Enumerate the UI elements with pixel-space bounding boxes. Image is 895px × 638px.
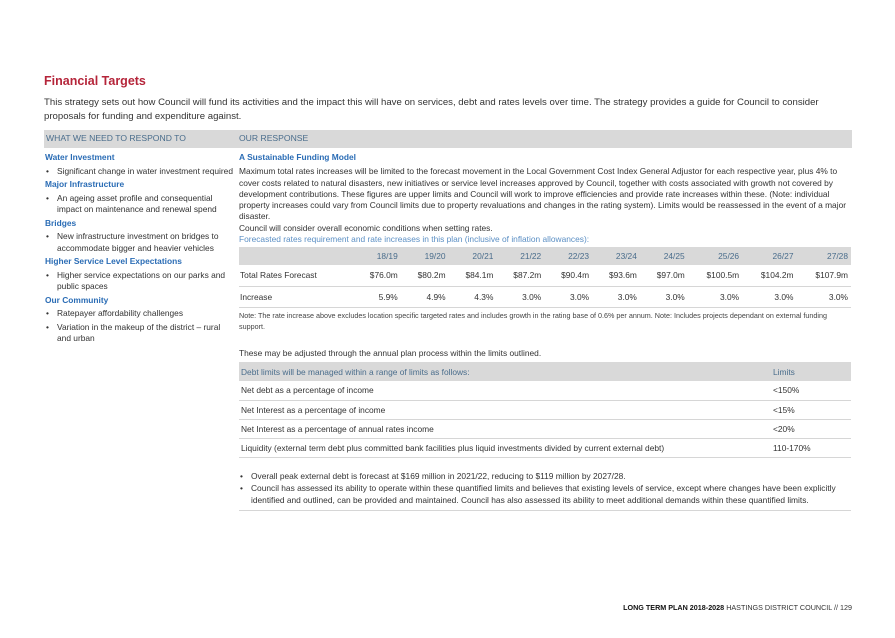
table-cell: $80.2m [401, 265, 449, 286]
section-service-levels [45, 256, 233, 293]
limit-value: 110-170% [771, 438, 851, 457]
table-cell: 3.0% [796, 286, 851, 307]
section-heading: Higher Service Level Expectations [45, 256, 182, 266]
list-item: • An ageing asset profile and consequential impact on maintenance and renewal spend [45, 193, 233, 216]
table-header-row [239, 247, 851, 265]
year-header: 19/20 [401, 247, 449, 265]
footer-plan: LONG TERM PLAN 2018-2028 [623, 603, 725, 612]
column-header-left: WHAT WE NEED TO RESPOND TO [46, 133, 186, 143]
response-column [239, 152, 851, 245]
list-item: • Overall peak external debt is forecast at $169 million in 2021/22, reducing to $119 million by 2027/28. [239, 471, 851, 482]
respond-to-column [45, 152, 233, 347]
limits-header-limit: Limits [771, 362, 851, 381]
table-cell: 3.0% [496, 286, 544, 307]
year-header: 27/28 [796, 247, 851, 265]
limit-value: <150% [771, 381, 851, 400]
table-cell: $107.9m [796, 265, 851, 286]
table-row [239, 438, 851, 457]
section-heading: Our Community [45, 294, 109, 305]
adjust-statement: These may be adjusted through the annual plan process within the limits outlined. [239, 348, 542, 358]
limit-description: Net debt as a percentage of income [239, 381, 771, 400]
section-community [45, 295, 233, 345]
table-cell: $104.2m [742, 265, 796, 286]
table-cell: 3.0% [640, 286, 688, 307]
response-heading: A Sustainable Funding Model [239, 152, 356, 162]
table-cell: $84.1m [449, 265, 497, 286]
table-cell: 3.0% [592, 286, 640, 307]
table-cell: 3.0% [742, 286, 796, 307]
table-header-blank [239, 247, 353, 265]
column-header-right: OUR RESPONSE [239, 133, 309, 143]
table-row [239, 419, 851, 438]
list-item: • Higher service expectations on our parks and public spaces [45, 270, 233, 293]
footer-council: HASTINGS DISTRICT COUNCIL // 129 [726, 603, 852, 612]
limit-value: <15% [771, 400, 851, 419]
list-item: • Variation in the makeup of the district – rural and urban [45, 322, 233, 345]
table-row [239, 400, 851, 419]
list-item: • Significant change in water investment required [45, 166, 233, 178]
limit-description: Net Interest as a percentage of income [239, 400, 771, 419]
limits-header-desc: Debt limits will be managed within a range of limits as follows: [239, 362, 771, 381]
table-row [239, 381, 851, 400]
table-cell: $97.0m [640, 265, 688, 286]
debt-limits-table [239, 362, 851, 458]
response-paragraph: Maximum total rates increases will be limited to the forecast movement in the Local Government Cost Index General Adjustor for each respective year, plus 4% to cover costs related to natural disasters, new initiatives or service level increases approved by Council, together with costs associated with growth not covered by development contributions. These figures are upper limits and Council will work to improve efficiencies and provide rate increases within these. (Note: individual property increases could vary from Council limits due to property revaluations and changes in the rating system). Limits would be reassessed in the event of a major disaster. [239, 166, 847, 222]
table-cell: 4.9% [401, 286, 449, 307]
section-heading: Major Infrastructure [45, 179, 125, 189]
row-label: Increase [239, 286, 353, 307]
table-cell: 3.0% [544, 286, 592, 307]
table-cell: 5.9% [353, 286, 401, 307]
table-cell: $87.2m [496, 265, 544, 286]
year-header: 22/23 [544, 247, 592, 265]
list-item: • New infrastructure investment on bridges to accommodate bigger and heavier vehicles [45, 231, 233, 254]
forecast-caption: Forecasted rates requirement and rate increases in this plan (inclusive of inflation allowances): [239, 234, 590, 245]
section-infrastructure [45, 179, 233, 216]
table-row [239, 265, 851, 286]
year-header: 18/19 [353, 247, 401, 265]
limit-description: Liquidity (external term debt plus committed bank facilities plus liquid investments divided by current external debt) [239, 438, 771, 457]
response-paragraph-2: Council will consider overall economic conditions when setting rates. [239, 222, 493, 233]
table-row [239, 286, 851, 307]
row-label: Total Rates Forecast [239, 265, 353, 286]
table-cell: $76.0m [353, 265, 401, 286]
year-header: 21/22 [496, 247, 544, 265]
table-cell: $90.4m [544, 265, 592, 286]
divider [239, 510, 851, 511]
section-heading: Water Investment [45, 152, 115, 162]
rates-forecast-table [239, 247, 851, 308]
rates-note: Note: The rate increase above excludes location specific targeted rates and includes growth in the rating base of 0.6% per annum. Note: Includes projects dependant on external funding support. [239, 311, 828, 331]
list-item: • Ratepayer affordability challenges [45, 308, 233, 320]
year-header: 25/26 [688, 247, 742, 265]
table-cell: 3.0% [688, 286, 742, 307]
section-heading: Bridges [45, 217, 77, 228]
section-water [45, 152, 233, 177]
list-item: • Council has assessed its ability to operate within these quantified limits and believes that existing levels of service, except where changes have been explicitly identified and outlined, can be provided and maintained. Council has also assessed its ability to meet additional demands within these quantified limits. [239, 483, 851, 506]
closing-statements [239, 471, 851, 507]
table-cell: 4.3% [449, 286, 497, 307]
year-header: 26/27 [742, 247, 796, 265]
year-header: 23/24 [592, 247, 640, 265]
page-title: Financial Targets [44, 74, 146, 88]
year-header: 24/25 [640, 247, 688, 265]
table-cell: $100.5m [688, 265, 742, 286]
limit-description: Net Interest as a percentage of annual rates income [239, 419, 771, 438]
intro-paragraph: This strategy sets out how Council will fund its activities and the impact this will have on services, debt and rates levels over time. The strategy provides a guide for Council to consider proposals for funding and expenditure against. [44, 97, 819, 122]
table-cell: $93.6m [592, 265, 640, 286]
limit-value: <20% [771, 419, 851, 438]
table-header-row [239, 362, 851, 381]
page-footer [623, 603, 852, 612]
section-bridges [45, 218, 233, 255]
year-header: 20/21 [449, 247, 497, 265]
